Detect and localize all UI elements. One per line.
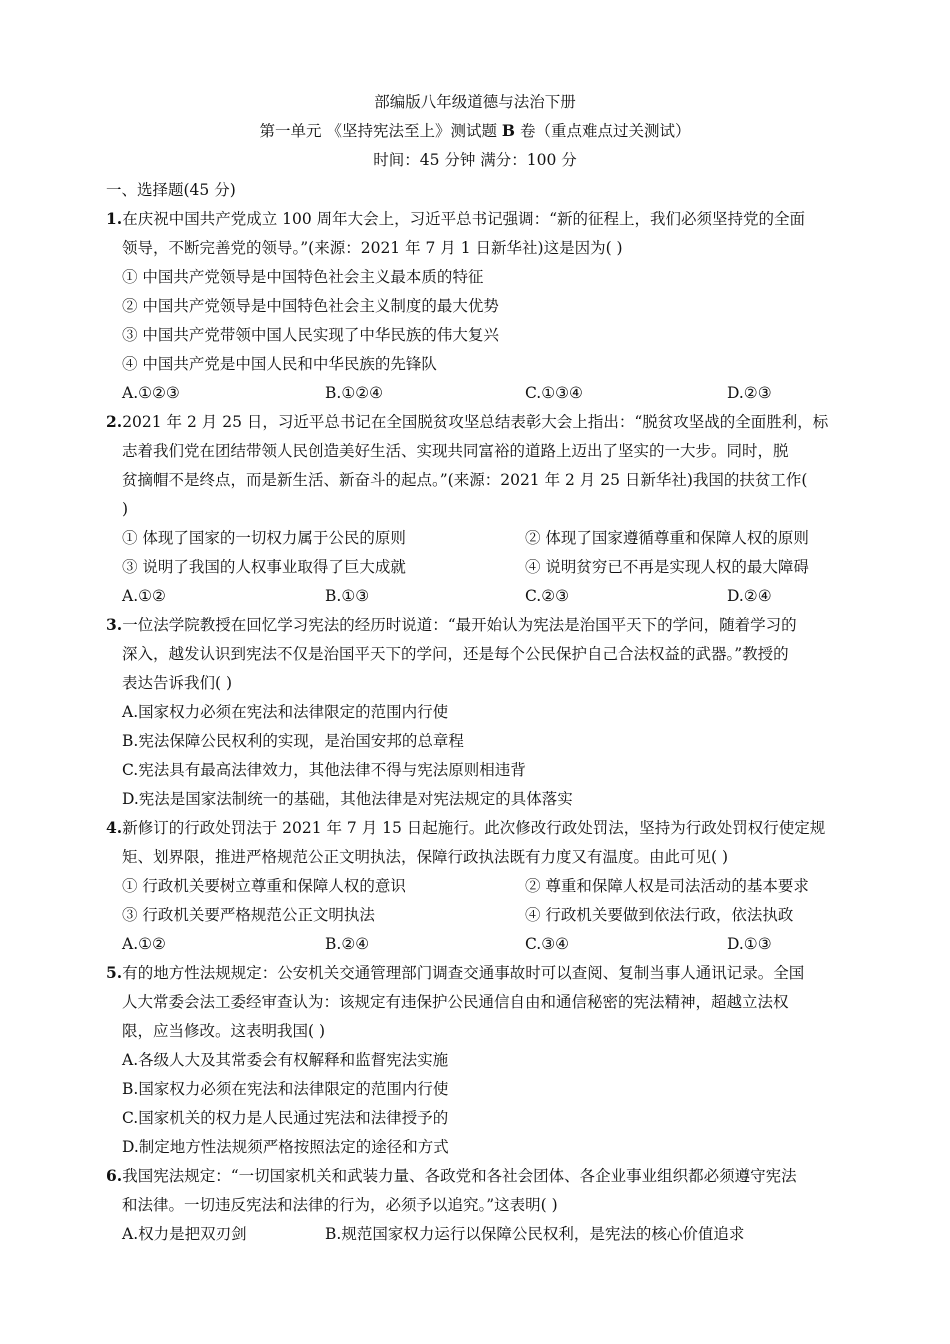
option-a[interactable]: A.①② <box>122 587 166 605</box>
statement-1: ① 行政机关要树立尊重和保障人权的意识 <box>122 877 406 895</box>
statement-4: ④ 中国共产党是中国人民和中华民族的先锋队 <box>122 355 437 373</box>
question-stem-line: ) <box>122 500 129 518</box>
question-number: 1. <box>106 209 123 228</box>
statement-3: ③ 中国共产党带领中国人民实现了中华民族的伟大复兴 <box>122 326 499 344</box>
option-a[interactable]: A.①②③ <box>122 384 180 402</box>
question-stem-line: 深入，越发认识到宪法不仅是治国平天下的学问，还是每个公民保护自己合法权益的武器。”教授的 <box>122 645 789 663</box>
question-number: 2. <box>106 412 123 431</box>
option-b[interactable]: B.国家权力必须在宪法和法律限定的范围内行使 <box>122 1080 449 1098</box>
option-b[interactable]: B.宪法保障公民权利的实现，是治国安邦的总章程 <box>122 732 464 750</box>
exam-meta: 时间：45 分钟 满分：100 分 <box>373 151 577 169</box>
statement-4: ④ 行政机关要做到依法行政，依法执政 <box>525 906 794 924</box>
question-stem-line: 和法律。一切违反宪法和法律的行为，必须予以追究。”这表明( ) <box>122 1196 558 1214</box>
statement-2: ② 尊重和保障人权是司法活动的基本要求 <box>525 877 809 895</box>
option-c[interactable]: C.国家机关的权力是人民通过宪法和法律授予的 <box>122 1109 449 1127</box>
question-stem-line: 限，应当修改。这表明我国( ) <box>122 1022 326 1040</box>
question-stem-line: 矩、划界限，推进严格规范公正文明执法，保障行政执法既有力度又有温度。由此可见( ) <box>122 848 729 866</box>
question-stem-line: 表达告诉我们( ) <box>122 674 233 692</box>
question-stem-line: 6.我国宪法规定：“一切国家机关和武装力量、各政党和各社会团体、各企业事业组织都必须遵守宪法 <box>106 1166 797 1185</box>
question-number: 5. <box>106 963 123 982</box>
section-heading: 一、选择题(45 分) <box>106 181 236 199</box>
option-b[interactable]: B.①③ <box>325 587 370 605</box>
question-stem-line: 4.新修订的行政处罚法于 2021 年 7 月 15 日起施行。此次修改行政处罚法，坚持为行政处罚权行使定规 <box>106 818 826 837</box>
exam-subtitle <box>0 120 950 142</box>
option-d[interactable]: D.②③ <box>727 384 772 402</box>
question-stem-line: 3.一位法学院教授在回忆学习宪法的经历时说道：“最开始认为宪法是治国平天下的学问，随着学习的 <box>106 615 797 634</box>
question-stem-line: 领导，不断完善党的领导。”(来源：2021 年 7 月 1 日新华社)这是因为( ) <box>122 239 623 257</box>
exam-title: 部编版八年级道德与法治下册 <box>374 93 576 111</box>
option-a[interactable]: A.权力是把双刃剑 <box>122 1225 247 1243</box>
option-c[interactable]: C.①③④ <box>525 384 583 402</box>
statement-4: ④ 说明贫穷已不再是实现人权的最大障碍 <box>525 558 809 576</box>
option-b[interactable]: B.②④ <box>325 935 370 953</box>
subtitle-note: 卷（重点难点过关测试） <box>515 122 691 140</box>
question-number: 3. <box>106 615 123 634</box>
statement-1: ① 体现了国家的一切权力属于公民的原则 <box>122 529 406 547</box>
option-c[interactable]: C.③④ <box>525 935 570 953</box>
question-stem-line: 人大常委会法工委经审查认为：该规定有违保护公民通信自由和通信秘密的宪法精神，超越立法权 <box>122 993 789 1011</box>
option-c[interactable]: C.宪法具有最高法律效力，其他法律不得与宪法原则相违背 <box>122 761 526 779</box>
option-b[interactable]: B.①②④ <box>325 384 384 402</box>
question-stem-line: 志着我们党在团结带领人民创造美好生活、实现共同富裕的道路上迈出了坚实的一大步。同时，脱 <box>122 442 789 460</box>
option-c[interactable]: C.②③ <box>525 587 570 605</box>
question-number: 6. <box>106 1166 123 1185</box>
question-stem-line: 5.有的地方性法规规定：公安机关交通管理部门调查交通事故时可以查阅、复制当事人通讯记录。全国 <box>106 963 805 982</box>
question-stem-line: 2.2021 年 2 月 25 日，习近平总书记在全国脱贫攻坚总结表彰大会上指出：“脱贫攻坚战的全面胜利，标 <box>106 412 829 431</box>
statement-3: ③ 说明了我国的人权事业取得了巨大成就 <box>122 558 406 576</box>
option-d[interactable]: D.制定地方性法规须严格按照法定的途径和方式 <box>122 1138 449 1156</box>
statement-3: ③ 行政机关要严格规范公正文明执法 <box>122 906 375 924</box>
subtitle-volume: B <box>501 121 516 140</box>
question-number: 4. <box>106 818 123 837</box>
statement-2: ② 体现了国家遵循尊重和保障人权的原则 <box>525 529 809 547</box>
option-d[interactable]: D.宪法是国家法制统一的基础，其他法律是对宪法规定的具体落实 <box>122 790 573 808</box>
subtitle-text: 第一单元 《坚持宪法至上》测试题 <box>259 122 502 140</box>
option-b[interactable]: B.规范国家权力运行以保障公民权利，是宪法的核心价值追求 <box>325 1225 745 1243</box>
question-stem-line: 1.在庆祝中国共产党成立 100 周年大会上，习近平总书记强调：“新的征程上，我们必须坚持党的全面 <box>106 209 806 228</box>
statement-1: ① 中国共产党领导是中国特色社会主义最本质的特征 <box>122 268 484 286</box>
statement-2: ② 中国共产党领导是中国特色社会主义制度的最大优势 <box>122 297 499 315</box>
option-a[interactable]: A.国家权力必须在宪法和法律限定的范围内行使 <box>122 703 449 721</box>
option-d[interactable]: D.①③ <box>727 935 772 953</box>
option-a[interactable]: A.①② <box>122 935 166 953</box>
question-stem-line: 贫摘帽不是终点，而是新生活、新奋斗的起点。”(来源：2021 年 2 月 25 日新华社)我国的扶贫工作( <box>122 471 808 489</box>
option-d[interactable]: D.②④ <box>727 587 772 605</box>
option-a[interactable]: A.各级人大及其常委会有权解释和监督宪法实施 <box>122 1051 449 1069</box>
